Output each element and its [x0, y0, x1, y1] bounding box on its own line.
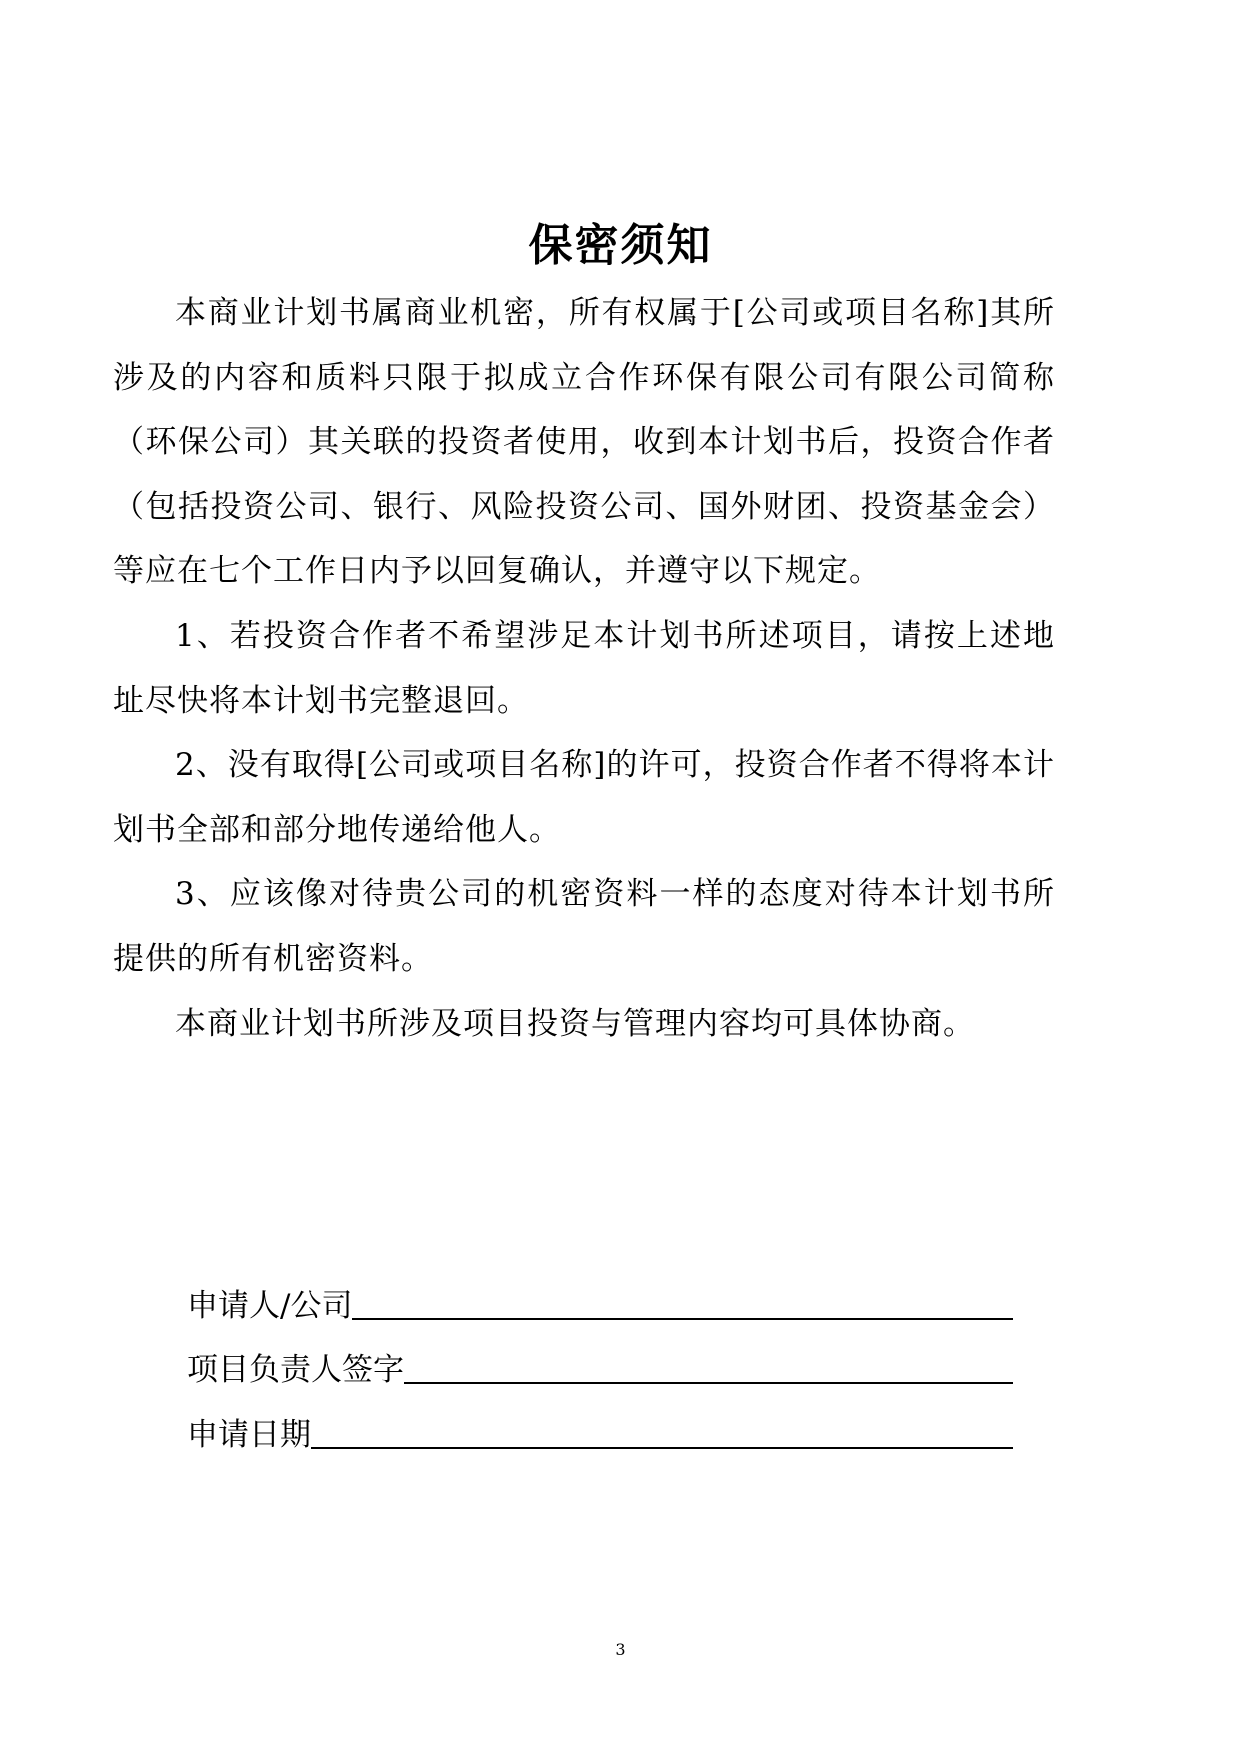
closing-paragraph: 本商业计划书所涉及项目投资与管理内容均可具体协商。 [175, 1005, 975, 1042]
rule-1-paragraph: 1、若投资合作者不希望涉足本计划书所述项目，请按上述地址尽快将本计划书完整退回。 [113, 617, 1055, 719]
date-label: 申请日期 [187, 1416, 311, 1453]
manager-signature-line [404, 1342, 1013, 1384]
manager-signature-field [187, 1326, 1013, 1391]
rule-3-paragraph: 3、应该像对待贵公司的机密资料一样的态度对待本计划书所提供的所有机密资料。 [113, 876, 1055, 977]
applicant-label: 申请人/公司 [187, 1287, 353, 1324]
manager-signature-label: 项目负责人签字 [187, 1352, 404, 1388]
applicant-field [187, 1261, 1013, 1326]
signature-section [187, 1261, 1013, 1455]
rule-2-paragraph: 2、没有取得[公司或项目名称]的许可，投资合作者不得将本计划书全部和部分地传递给他人。 [113, 747, 1055, 848]
notice-body [113, 281, 1055, 1056]
page-number: 3 [615, 1640, 626, 1659]
date-line [311, 1407, 1013, 1449]
intro-paragraph: 本商业计划书属商业机密，所有权属于[公司或项目名称]其所涉及的内容和质料只限于拟成立合作环保有限公司有限公司简称（环保公司）其关联的投资者使用，收到本计划书后，投资合作者（包括投资公司、银行、风险投资公司、国外财团、投资基金会）等应在七个工作日内予以回复确认，并遵守以下规定。 [113, 295, 1055, 590]
applicant-line [352, 1278, 1013, 1320]
page-title: 保密须知 [528, 220, 713, 271]
date-field [187, 1390, 1013, 1455]
